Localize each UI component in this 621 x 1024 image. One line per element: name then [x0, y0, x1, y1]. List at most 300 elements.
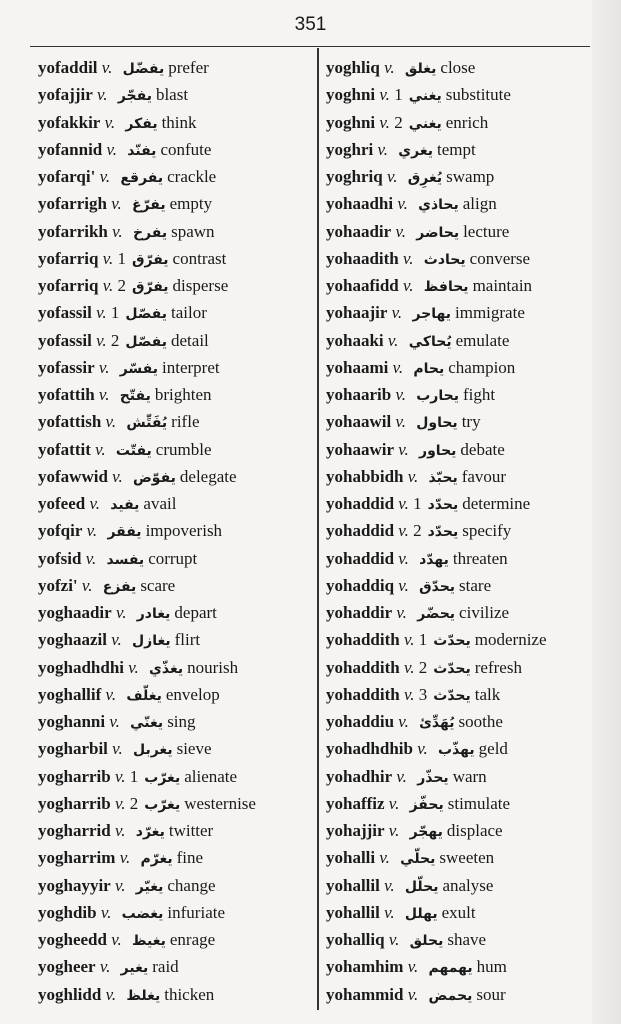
- dictionary-entry: [38, 299, 313, 326]
- english-translation: talk: [474, 684, 501, 704]
- part-of-speech: v.: [379, 112, 390, 132]
- part-of-speech: v.: [398, 521, 409, 541]
- arabic-translation: يحلّي: [400, 851, 436, 868]
- headword: yohaadith: [326, 248, 399, 268]
- dictionary-entry: [38, 708, 313, 735]
- part-of-speech: v.: [398, 494, 409, 513]
- english-translation: prefer: [168, 58, 209, 77]
- arabic-translation: يحذّر: [417, 769, 449, 786]
- headword: yofattish: [38, 412, 102, 432]
- part-of-speech: v.: [387, 330, 399, 350]
- headword: yoghaazil: [38, 630, 107, 650]
- dictionary-entry: [326, 545, 591, 572]
- arabic-translation: يفسد: [106, 551, 145, 568]
- arabic-translation: يغازل: [132, 633, 171, 650]
- part-of-speech: v.: [119, 848, 131, 868]
- arabic-translation: يحدّث: [433, 660, 471, 677]
- part-of-speech: v.: [388, 930, 400, 949]
- english-translation: analyse: [442, 875, 494, 895]
- part-of-speech: v.: [99, 167, 111, 186]
- dictionary-entry: [326, 844, 591, 871]
- part-of-speech: v.: [398, 548, 409, 568]
- english-translation: tailor: [171, 303, 207, 323]
- dictionary-entry: [38, 245, 313, 272]
- english-translation: contrast: [172, 248, 227, 268]
- part-of-speech: v.: [98, 357, 110, 377]
- arabic-translation: يفضّل: [122, 61, 165, 77]
- arabic-translation: يحارب: [416, 388, 459, 404]
- headword: yohaffiz: [326, 793, 385, 813]
- headword: yohamhim: [326, 957, 404, 977]
- english-translation: brighten: [154, 385, 212, 404]
- dictionary-entry: [326, 272, 591, 299]
- arabic-translation: يهمهم: [428, 960, 473, 977]
- part-of-speech: v.: [384, 902, 395, 922]
- arabic-translation: يهاجر: [412, 306, 451, 323]
- dictionary-entry: [326, 163, 591, 190]
- dictionary-entry: [38, 763, 313, 790]
- english-translation: delegate: [179, 466, 237, 486]
- part-of-speech: v.: [403, 684, 415, 704]
- english-translation: empty: [169, 194, 213, 214]
- headword: yohaawir: [326, 439, 394, 459]
- dictionary-entry: [326, 136, 591, 163]
- headword: yofarriq: [38, 276, 99, 295]
- headword: yogharrib: [38, 766, 111, 786]
- headword: yoghriq: [326, 167, 383, 186]
- dictionary-entry: [38, 463, 313, 490]
- dictionary-entry: [326, 681, 591, 708]
- arabic-translation: يحدّد: [427, 524, 459, 541]
- arabic-translation: يغني: [408, 88, 442, 105]
- part-of-speech: v.: [379, 85, 390, 105]
- headword: yohaadhi: [326, 194, 394, 214]
- headword: yohaafidd: [326, 276, 399, 295]
- dictionary-entry: [326, 735, 591, 762]
- part-of-speech: v.: [114, 875, 126, 895]
- headword: yofassir: [38, 357, 95, 377]
- headword: yohaarib: [326, 385, 392, 404]
- english-translation: disperse: [172, 276, 229, 295]
- dictionary-entry: [326, 572, 591, 599]
- part-of-speech: v.: [115, 603, 127, 622]
- part-of-speech: v.: [384, 875, 395, 895]
- english-translation: spawn: [171, 221, 215, 241]
- arabic-translation: يُفَتِّش: [126, 415, 168, 432]
- part-of-speech: v.: [100, 902, 112, 922]
- arabic-translation: يغرّب: [144, 796, 181, 813]
- english-translation: thicken: [164, 984, 215, 1004]
- part-of-speech: v.: [96, 303, 107, 323]
- english-translation: close: [440, 58, 476, 77]
- english-translation: envelop: [165, 684, 220, 704]
- headword: yogharbil: [38, 739, 108, 759]
- sense-number: 2: [413, 521, 422, 541]
- dictionary-entry: [38, 953, 313, 980]
- english-translation: scare: [140, 575, 176, 595]
- english-translation: avail: [143, 494, 177, 513]
- english-translation: threaten: [452, 548, 508, 568]
- arabic-translation: يحاضر: [416, 224, 460, 241]
- english-translation: lecture: [463, 221, 510, 241]
- arabic-translation: يحام: [413, 360, 445, 377]
- dictionary-entry: [326, 218, 591, 245]
- dictionary-entry: [38, 654, 313, 681]
- dictionary-entry: [326, 245, 591, 272]
- headword: yofakkir: [38, 112, 101, 132]
- english-translation: align: [462, 194, 497, 214]
- headword: yofannid: [38, 139, 103, 159]
- arabic-translation: يفتّت: [115, 442, 152, 459]
- dictionary-entry: [326, 354, 591, 381]
- headword: yoghni: [326, 85, 376, 105]
- dictionary-entry: [38, 490, 313, 517]
- arabic-translation: يفنّد: [127, 142, 157, 159]
- headword: yohaajir: [326, 303, 388, 323]
- arabic-translation: يفجّر: [117, 88, 152, 105]
- headword: yofzi': [38, 575, 78, 595]
- arabic-translation: يُهَدِّئ: [419, 715, 455, 731]
- part-of-speech: v.: [398, 575, 409, 595]
- dictionary-entry: [38, 436, 313, 463]
- arabic-translation: يحدّث: [433, 633, 471, 650]
- part-of-speech: v.: [379, 848, 390, 868]
- arabic-translation: يغرّم: [140, 851, 173, 868]
- arabic-translation: يفزع: [102, 578, 137, 595]
- english-translation: substitute: [445, 85, 511, 105]
- dictionary-entry: [38, 408, 313, 435]
- headword: yohaddith: [326, 657, 400, 677]
- dictionary-entry: [38, 272, 313, 299]
- dictionary-entry: [38, 735, 313, 762]
- sense-number: 1: [394, 85, 403, 105]
- headword: yohallil: [326, 902, 380, 922]
- english-translation: crumble: [155, 439, 212, 459]
- arabic-translation: يغربل: [132, 742, 173, 759]
- part-of-speech: v.: [128, 657, 139, 677]
- arabic-translation: يحضّر: [417, 606, 456, 622]
- arabic-translation: يفقر: [107, 524, 142, 541]
- dictionary-entry: [326, 899, 591, 926]
- dictionary-entry: [326, 708, 591, 735]
- headword: yoghni: [326, 112, 376, 132]
- column-divider: [317, 48, 319, 1010]
- english-translation: depart: [174, 603, 217, 622]
- headword: yofawwid: [38, 466, 108, 486]
- english-translation: exult: [441, 902, 476, 922]
- dictionary-entry: [326, 517, 591, 544]
- left-column: [38, 54, 313, 1008]
- dictionary-entry: [326, 327, 591, 354]
- english-translation: westernise: [184, 793, 256, 813]
- dictionary-entry: [326, 817, 591, 844]
- part-of-speech: v.: [391, 303, 403, 323]
- english-translation: interpret: [162, 357, 220, 377]
- headword: yofarrikh: [38, 221, 108, 241]
- headword: yogharrim: [38, 848, 116, 868]
- dictionary-entry: [38, 163, 313, 190]
- dictionary-entry: [326, 981, 591, 1008]
- headword: yofassil: [38, 303, 92, 323]
- part-of-speech: v.: [417, 739, 428, 759]
- part-of-speech: v.: [112, 739, 123, 759]
- arabic-translation: يغني: [408, 115, 442, 132]
- arabic-translation: يُغرِق: [407, 170, 443, 186]
- headword: yoghallif: [38, 684, 102, 704]
- arabic-translation: يحبّذ: [428, 469, 458, 486]
- arabic-translation: يفوّض: [132, 469, 176, 486]
- headword: yohadhdhib: [326, 739, 413, 759]
- arabic-translation: يغير: [120, 960, 149, 977]
- headword: yohaddir: [326, 603, 393, 622]
- dictionary-entry: [326, 190, 591, 217]
- dictionary-entry: [326, 109, 591, 136]
- dictionary-entry: [38, 354, 313, 381]
- headword: yofarrigh: [38, 194, 107, 214]
- arabic-translation: يفكر: [125, 115, 158, 132]
- arabic-translation: يحفّز: [409, 796, 444, 813]
- english-translation: civilize: [459, 603, 510, 622]
- headword: yohallil: [326, 875, 380, 895]
- headword: yohaadir: [326, 221, 392, 241]
- english-translation: think: [161, 112, 197, 132]
- arabic-translation: يغلّف: [126, 687, 162, 704]
- sense-number: 1: [110, 303, 120, 323]
- dictionary-entry: [326, 654, 591, 681]
- arabic-translation: يفرّق: [131, 279, 169, 295]
- dictionary-entry: [38, 54, 313, 81]
- part-of-speech: v.: [377, 139, 389, 159]
- english-translation: sour: [476, 984, 506, 1004]
- dictionary-entry: [38, 190, 313, 217]
- dictionary-entry: [38, 790, 313, 817]
- english-translation: raid: [152, 957, 179, 977]
- part-of-speech: v.: [86, 521, 98, 541]
- right-column: [326, 54, 591, 1008]
- english-translation: blast: [155, 85, 189, 105]
- dictionary-entry: [326, 872, 591, 899]
- part-of-speech: v.: [109, 712, 120, 731]
- sense-number: 2: [110, 330, 120, 350]
- dictionary-entry: [38, 109, 313, 136]
- sense-number: 1: [129, 766, 139, 786]
- part-of-speech: v.: [397, 194, 408, 214]
- part-of-speech: v.: [102, 276, 114, 295]
- part-of-speech: v.: [112, 221, 123, 241]
- english-translation: determine: [462, 494, 531, 513]
- sense-number: 2: [117, 276, 126, 295]
- dictionary-entry: [38, 572, 313, 599]
- part-of-speech: v.: [388, 821, 400, 840]
- arabic-translation: يحاول: [416, 415, 458, 432]
- arabic-translation: يغضب: [121, 905, 164, 922]
- headword: yofassil: [38, 330, 92, 350]
- english-translation: stare: [459, 575, 492, 595]
- english-translation: champion: [448, 357, 516, 377]
- arabic-translation: يغذّي: [149, 660, 184, 677]
- english-translation: displace: [446, 821, 503, 840]
- english-translation: rifle: [171, 412, 200, 432]
- dictionary-entry: [326, 463, 591, 490]
- arabic-translation: يغادر: [136, 606, 171, 622]
- english-translation: impoverish: [145, 521, 223, 541]
- headword: yoghliq: [326, 58, 380, 77]
- part-of-speech: v.: [403, 630, 415, 650]
- headword: yogheedd: [38, 930, 107, 949]
- dictionary-entry: [38, 81, 313, 108]
- arabic-translation: يفسّر: [119, 360, 159, 377]
- sense-number: 1: [117, 248, 126, 268]
- arabic-translation: يحافظ: [423, 279, 469, 295]
- headword: yohaddid: [326, 548, 395, 568]
- english-translation: fine: [176, 848, 204, 868]
- english-translation: detail: [171, 330, 209, 350]
- english-translation: enrage: [169, 930, 216, 949]
- dictionary-entry: [38, 872, 313, 899]
- headword: yohaaki: [326, 330, 384, 350]
- headword: yofaddil: [38, 58, 98, 77]
- arabic-translation: يغيظ: [132, 933, 166, 949]
- english-translation: tempt: [436, 139, 476, 159]
- dictionary-entry: [326, 381, 591, 408]
- part-of-speech: v.: [398, 712, 409, 731]
- part-of-speech: v.: [96, 330, 107, 350]
- page-number: 351: [294, 14, 327, 35]
- headword: yohaddith: [326, 684, 400, 704]
- part-of-speech: v.: [111, 194, 122, 214]
- headword: yohabbidh: [326, 466, 404, 486]
- part-of-speech: v.: [105, 412, 117, 432]
- english-translation: specify: [462, 521, 512, 541]
- page-edge: [592, 0, 621, 1024]
- arabic-translation: يحاذي: [418, 197, 459, 214]
- part-of-speech: v.: [98, 385, 110, 404]
- arabic-translation: يهذّب: [438, 742, 475, 759]
- english-translation: twitter: [168, 821, 214, 840]
- dictionary-entry: [38, 545, 313, 572]
- english-translation: modernize: [474, 630, 547, 650]
- headword: yofattih: [38, 385, 95, 404]
- dictionary-entry: [38, 599, 313, 626]
- headword: yoghaadir: [38, 603, 112, 622]
- english-translation: infuriate: [167, 902, 226, 922]
- dictionary-entry: [326, 790, 591, 817]
- dictionary-entry: [38, 626, 313, 653]
- arabic-translation: يفيد: [110, 497, 140, 513]
- part-of-speech: v.: [395, 221, 406, 241]
- dictionary-entry: [38, 681, 313, 708]
- headword: yohadhir: [326, 766, 393, 786]
- english-translation: refresh: [474, 657, 522, 677]
- english-translation: hum: [476, 957, 507, 977]
- arabic-translation: يحلّل: [404, 878, 439, 895]
- headword: yofajjir: [38, 85, 93, 105]
- english-translation: shave: [447, 930, 487, 949]
- sense-number: 3: [418, 684, 428, 704]
- part-of-speech: v.: [99, 957, 111, 977]
- arabic-translation: يهلل: [404, 905, 438, 922]
- english-translation: alienate: [184, 766, 238, 786]
- dictionary-entry: [38, 899, 313, 926]
- dictionary-entry: [38, 136, 313, 163]
- part-of-speech: v.: [114, 821, 126, 840]
- arabic-translation: يفرّغ: [131, 197, 166, 214]
- english-translation: flirt: [174, 630, 201, 650]
- english-translation: soothe: [458, 712, 503, 731]
- english-translation: geld: [478, 739, 508, 759]
- english-translation: sieve: [176, 739, 212, 759]
- part-of-speech: v.: [395, 385, 406, 404]
- arabic-translation: يغنّي: [130, 715, 164, 731]
- part-of-speech: v.: [102, 248, 114, 268]
- part-of-speech: v.: [104, 112, 116, 132]
- part-of-speech: v.: [407, 957, 419, 977]
- headword: yofarriq: [38, 248, 99, 268]
- headword: yohaami: [326, 357, 389, 377]
- english-translation: nourish: [187, 657, 239, 677]
- arabic-translation: يحلق: [409, 933, 444, 949]
- headword: yohaddiu: [326, 712, 395, 731]
- part-of-speech: v.: [97, 85, 108, 105]
- part-of-speech: v.: [81, 575, 93, 595]
- headword: yohaddid: [326, 521, 395, 541]
- part-of-speech: v.: [403, 657, 415, 677]
- arabic-translation: يغيّر: [135, 878, 164, 895]
- english-translation: fight: [462, 385, 496, 404]
- sense-number: 2: [394, 112, 403, 132]
- dictionary-entry: [326, 81, 591, 108]
- arabic-translation: يفصّل: [125, 306, 168, 323]
- headword: yofeed: [38, 494, 86, 513]
- dictionary-entry: [38, 844, 313, 871]
- dictionary-entry: [38, 926, 313, 953]
- headword: yoghdib: [38, 902, 97, 922]
- arabic-translation: يحدّث: [433, 687, 471, 704]
- headword: yoghayyir: [38, 875, 111, 895]
- english-translation: sing: [167, 712, 196, 731]
- part-of-speech: v.: [407, 984, 419, 1004]
- arabic-translation: يحاور: [419, 442, 457, 459]
- part-of-speech: v.: [85, 548, 97, 568]
- english-translation: confute: [160, 139, 212, 159]
- dictionary-entry: [326, 436, 591, 463]
- headword: yohaawil: [326, 412, 392, 432]
- headword: yohajjir: [326, 821, 385, 840]
- dictionary-entry: [38, 381, 313, 408]
- dictionary-entry: [38, 327, 313, 354]
- dictionary-entry: [38, 517, 313, 544]
- headword: yohaddid: [326, 494, 395, 513]
- part-of-speech: v.: [101, 58, 113, 77]
- dictionary-entry: [326, 599, 591, 626]
- headword: yogheer: [38, 957, 96, 977]
- headword: yofqir: [38, 521, 83, 541]
- headword: yohaddiq: [326, 575, 395, 595]
- dictionary-entry: [326, 763, 591, 790]
- headword: yoghri: [326, 139, 374, 159]
- headword: yoghanni: [38, 712, 106, 731]
- arabic-translation: يحدّد: [427, 497, 459, 513]
- arabic-translation: يهجّر: [409, 824, 443, 840]
- part-of-speech: v.: [398, 439, 409, 459]
- part-of-speech: v.: [386, 167, 398, 186]
- headword: yogharrid: [38, 821, 111, 840]
- part-of-speech: v.: [105, 684, 117, 704]
- dictionary-entry: [326, 926, 591, 953]
- part-of-speech: v.: [396, 603, 407, 622]
- part-of-speech: v.: [95, 439, 106, 459]
- part-of-speech: v.: [106, 139, 118, 159]
